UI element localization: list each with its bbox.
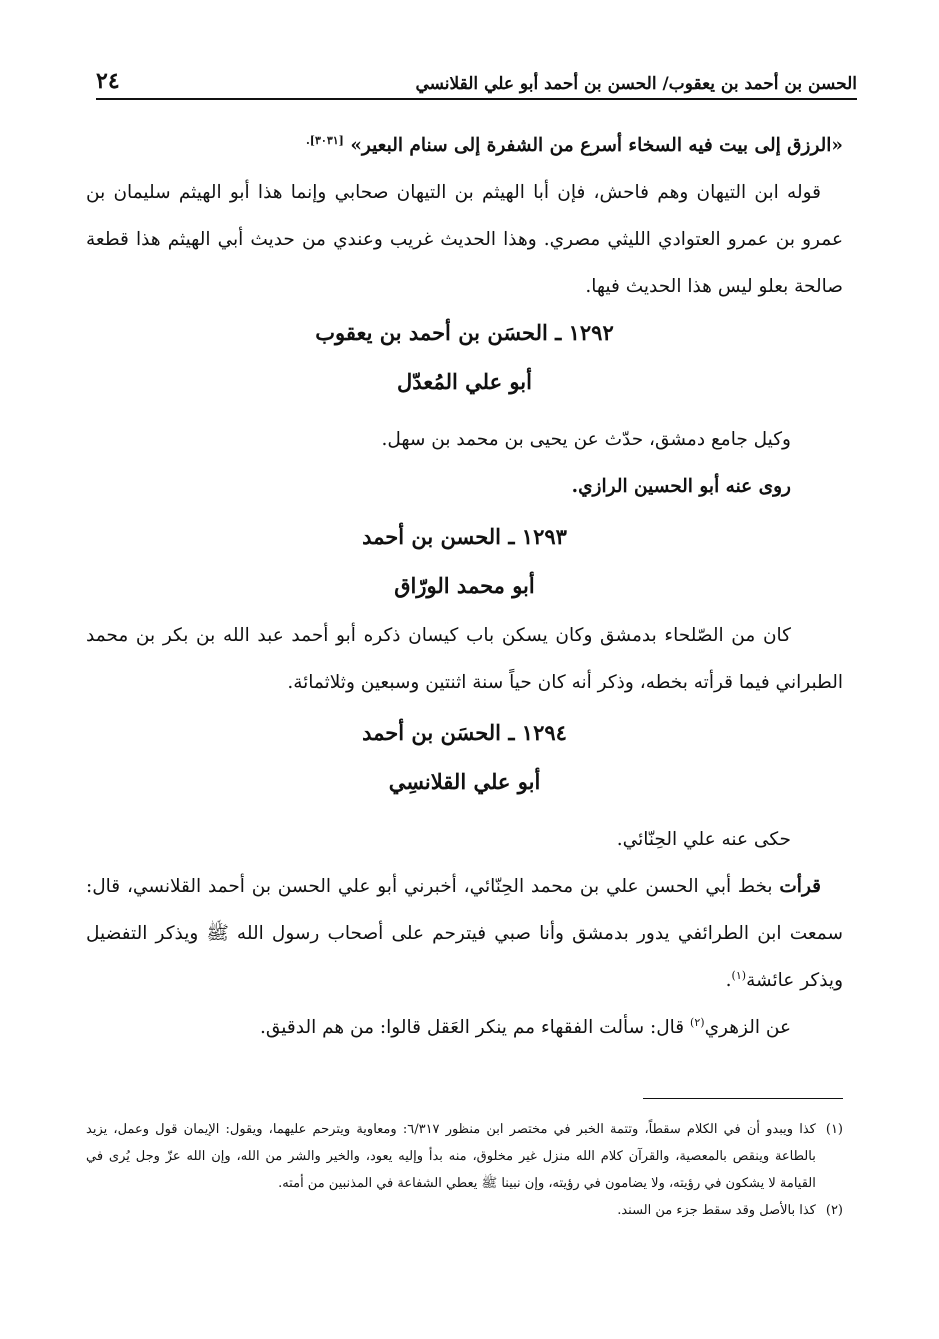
entry-1292-kunya: أبو علي المُعدّل	[397, 369, 532, 394]
entry-1294-p3-start: عن الزهري	[704, 1017, 791, 1038]
footnotes	[86, 1116, 843, 1224]
entry-1294-paragraph-2	[86, 863, 843, 1004]
quote-reference: [٣٠٣١].	[305, 133, 344, 147]
entry-1292-paragraph-2: روى عنه أبو الحسين الرازي.	[571, 476, 791, 497]
hadith-quote	[86, 122, 843, 169]
footnote-divider	[643, 1098, 843, 1099]
entry-1293-kunya: أبو محمد الورّاق	[394, 573, 535, 598]
footnote-number: (٢)	[825, 1203, 843, 1218]
footnote-1	[86, 1116, 843, 1197]
entry-1294-lead-word: قرأت	[779, 876, 821, 897]
footnote-text: كذا بالأصل وقد سقط جزء من السند.	[617, 1203, 816, 1218]
entry-1292-paragraph-1: وكيل جامع دمشق، حدّث عن يحيى بن محمد بن سهل.	[381, 429, 791, 450]
footnote-ref-1: (١)	[731, 968, 747, 982]
main-text	[86, 122, 843, 1051]
entry-1294-period: .	[725, 970, 732, 991]
entry-1294-paragraph-1: حكى عنه علي الحِنّائي.	[616, 829, 791, 850]
entry-1292-title: ١٢٩٢ ـ الحسَن بن أحمد بن يعقوب	[315, 320, 614, 345]
entry-1294-p3-text: قال: سألت الفقهاء مم ينكر العَقل قالوا: من هم الدقيق.	[260, 1017, 691, 1038]
entry-1294-title: ١٢٩٤ ـ الحسَن بن أحمد	[362, 720, 567, 745]
page-header	[96, 58, 857, 100]
page-number: ٢٤	[96, 68, 120, 94]
footnote-text: كذا ويبدو أن في الكلام سقطاً، وتتمة الخبر في مختصر ابن منظور ٦/٣١٧: ومعاوية ويترحم عليهما، ويقول: الإيمان قول وعمل، يزيد بالطاعة وينقص بالمعصية، والقرآن كلام الله منزل غير مخلوق، منه بدأ وإليه يعود، والخير والشر من الله، وإن الله عزّ وجل يُرى في القيامة لا يشكون في رؤيته، ولا يضامون في رؤيته، وإن نبينا ﷺ يعطي الشفاعة في المذنبين من أمته.	[86, 1122, 816, 1191]
entry-1294-paragraph-3	[86, 1004, 843, 1051]
entry-1293-paragraph: كان من الصّلحاء بدمشق وكان يسكن باب كيسان ذكره أبو أحمد عبد الله بن بكر بن محمد الطبراني فيما قرأته بخطه، وذكر أنه كان حياً سنة اثنتين وسبعين وثلاثمائة.	[86, 625, 843, 693]
entry-1294-narration: بخط أبي الحسن علي بن محمد الحِنّائي، أخبرني أبو علي الحسن بن أحمد القلانسي، قال: سمعت ابن الطرائفي يدور بدمشق وأنا صبي فيترحم على أصحاب رسول الله ﷺ ويذكر التفضيل ويذكر عائشة	[86, 876, 843, 991]
entry-1293-title: ١٢٩٣ ـ الحسن بن أحمد	[362, 524, 567, 549]
commentary-paragraph: قوله ابن التيهان وهم فاحش، فإن أبا الهيثم بن التيهان صحابي وإنما هذا أبو الهيثم سليمان بن عمرو بن عمرو العتوادي الليثي مصري. وهذا الحديث غريب وعندي من حديث أبي الهيثم هذا قطعة صالحة بعلو ليس هذا الحديث فيها.	[86, 182, 843, 297]
quote-text: «الرزق إلى بيت فيه السخاء أسرع من الشفرة إلى سنام البعير»	[350, 135, 843, 156]
footnote-2	[86, 1197, 843, 1224]
footnote-ref-2: (٢)	[690, 1015, 705, 1029]
entry-1294-kunya: أبو علي القلانسِي	[388, 769, 541, 794]
running-title: الحسن بن أحمد بن يعقوب/ الحسن بن أحمد أبو علي القلانسي	[415, 74, 857, 94]
footnote-number: (١)	[825, 1122, 843, 1137]
